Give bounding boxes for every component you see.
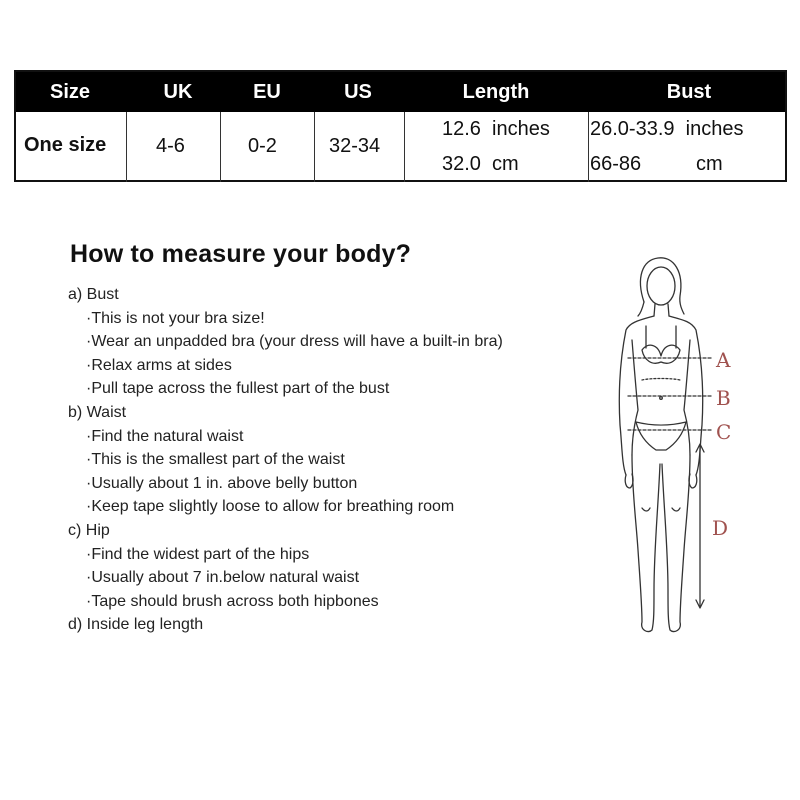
guide-tip: ·Usually about 1 in. above belly button — [86, 474, 358, 492]
guide-tip: ·Keep tape slightly loose to allow for breathing room — [86, 498, 455, 516]
guide-tip: ·Find the natural waist — [86, 427, 244, 445]
label-d: D — [712, 516, 729, 540]
guide-title: How to measure your body? — [70, 240, 412, 268]
cell-length-inches: 12.6 inches — [442, 118, 550, 140]
guide-tip: ·Tape should brush across both hipbones — [86, 592, 379, 610]
label-a: A — [716, 348, 731, 372]
cell-bust-cm-value: 66-86 — [590, 153, 642, 175]
guide-section-heading: d) Inside leg length — [68, 616, 204, 634]
cell-bust-cm-unit: cm — [696, 153, 723, 175]
cell-uk: 4-6 — [156, 135, 185, 157]
header-size: Size — [49, 81, 91, 103]
guide-section-heading: a) Bust — [68, 286, 119, 303]
guide-tip: ·This is the smallest part of the waist — [86, 451, 345, 469]
body-figure — [592, 250, 752, 640]
header-length: Length — [462, 81, 530, 103]
header-eu: EU — [253, 81, 281, 103]
label-c: C — [716, 420, 732, 444]
cell-bust-inches: 26.0-33.9 inches — [590, 118, 744, 140]
guide-tip: ·Find the widest part of the hips — [86, 545, 310, 563]
guide-tip: ·Pull tape across the fullest part of the bust — [86, 380, 390, 398]
cell-size: One size — [24, 134, 107, 156]
cell-eu: 0-2 — [248, 135, 277, 157]
guide-tip: ·This is not your bra size! — [86, 309, 265, 327]
guide-section-heading: b) Waist — [68, 403, 127, 421]
header-bust: Bust — [666, 81, 712, 103]
guide-tip: ·Usually about 7 in.below natural waist — [86, 569, 360, 587]
cell-us: 32-34 — [329, 135, 381, 157]
header-uk: UK — [163, 81, 193, 103]
table-header-row — [16, 72, 785, 112]
guide-tip: ·Wear an unpadded bra (your dress will have a built-in bra) — [86, 333, 503, 351]
size-table — [14, 70, 787, 182]
guide-tip: ·Relax arms at sides — [86, 356, 232, 374]
guide-section-heading: c) Hip — [68, 521, 110, 539]
header-us: US — [344, 81, 372, 103]
label-b: B — [716, 386, 731, 410]
guide-list — [68, 283, 503, 637]
cell-length-cm: 32.0 cm — [442, 153, 519, 175]
